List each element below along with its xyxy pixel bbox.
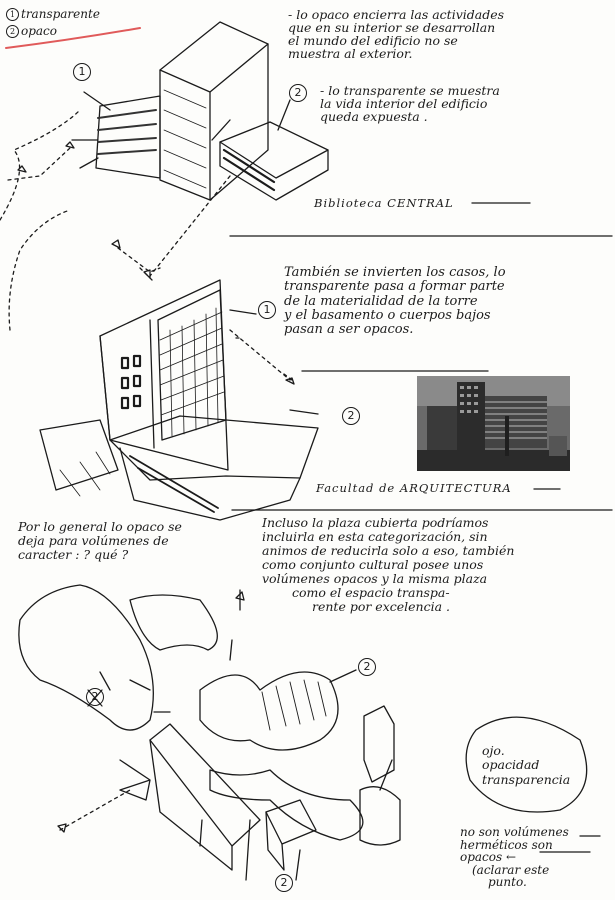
legend-transparente: transparente [21,7,100,21]
note-line: ojo. [482,743,505,758]
caption-facultad: Facultad de ARQUITECTURA [316,481,512,495]
note-line: no son volúmenes [460,825,569,839]
note-line: deja para volúmenes de [18,532,169,548]
note-line: y el basamento o cuerpos bajos [284,307,491,323]
plaza-sketch [19,585,600,880]
note-line: herméticos son [460,837,553,852]
note-line: que en su interior se desarrollan [288,20,496,36]
legend-number-1: 1 [6,8,19,21]
note-line: Por lo general lo opaco se [18,519,182,534]
legend-underline [6,28,140,48]
note-line: el mundo del edificio no se [288,33,458,49]
marker-2: 2 [342,407,360,425]
marker-2: 2 [275,874,293,892]
note-line: También se invierten los casos, lo [284,265,506,280]
legend-number-2: 2 [6,25,19,38]
marker-1: 1 [258,301,276,319]
note-line: opacidad [482,757,540,773]
facultad-sketch [40,176,318,520]
note-line: opacos ← [460,850,517,865]
marker-2: 2 [289,84,307,102]
note-line: de la materialidad de la torre [284,293,478,309]
note-line: volúmenes opacos y la misma plaza [262,571,488,586]
note-line: la vida interior del edificio [320,96,488,112]
note-line: transparencia [482,771,571,787]
note-line: Incluso la plaza cubierta podríamos [262,515,489,530]
note-line: punto. [488,875,527,890]
note-line: rente por excelencia . [312,599,450,614]
legend-opaco: opaco [21,24,58,38]
note-line: como el espacio transpa- [292,585,450,600]
marker-2: 2 [358,658,376,676]
note-line: incluirla en esta categorización, sin [262,529,488,544]
note-line: como conjunto cultural posee unos [262,557,484,572]
note-line: queda expuesta . [320,109,428,125]
marker-2: 2 [86,688,104,706]
marker-1: 1 [73,63,91,81]
note-line: muestra al exterior. [288,46,413,62]
note-line: - lo opaco encierra las actividades [288,7,505,22]
biblioteca-sketch [0,22,328,330]
note-line: transparente pasa a formar parte [284,279,505,295]
note-line: pasan a ser opacos. [284,322,414,338]
note-line: (aclarar este [472,862,550,877]
note-line: caracter : ? qué ? [18,546,129,562]
note-line: animos de reducirla solo a eso, también [262,543,515,558]
caption-biblioteca: Biblioteca CENTRAL [314,196,454,210]
note-line: - lo transparente se muestra [320,83,500,98]
